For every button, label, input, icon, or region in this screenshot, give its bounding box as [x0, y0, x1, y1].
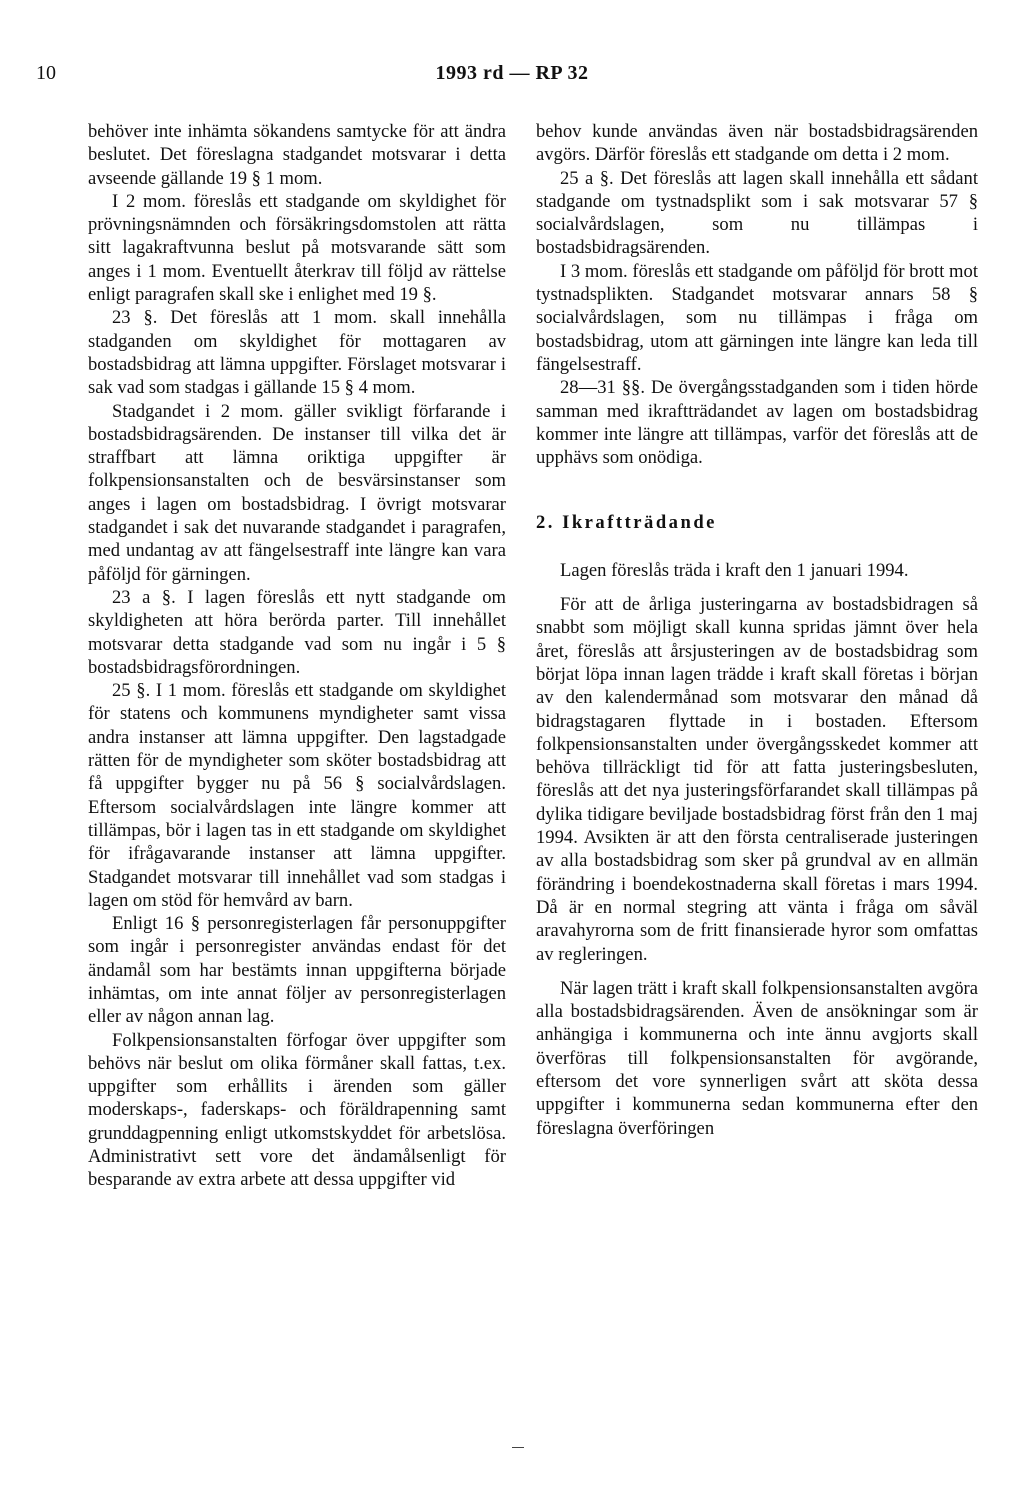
- right-paragraph-6: För att de årliga justeringarna av bostadsbidragen så snabbt som möjligt skall kunna spridas jämnt över hela året, föreslås att årsjusteringen av de bostadsbidrag som börjat löpa innan lagen trädde i kraft skall företas i början av den kalendermånad som motsvarar den månad då bidragstagaren flyttade in i bostaden. Eftersom folkpensionsanstalten under övergångsskedet kommer att behöva tillräckligt tid för att fatta justeringsbesluten, föreslås att det nya justeringsförfarandet skall tillämpas på dylika tidigare beviljade bostadsbidrag först från den 1 maj 1994. Avsikten är att den första centraliserade justeringen av alla bostadsbidrag som sker på grundval av en allmän förändring i boendekostnaderna skall företas i mars 1994. Då är en normal stegring att vänta i fråga om såväl aravahyrorna som de fritt finansierade hyror som omfattas av regleringen.: [536, 594, 978, 965]
- right-paragraph-1: behov kunde användas även när bostadsbidragsärenden avgörs. Därför föreslås ett stadgande om detta i 2 mom.: [536, 121, 978, 166]
- left-paragraph-5: 23 a §. I lagen föreslås ett nytt stadgande om skyldigheten att höra berörda parter. Till innehållet motsvarar detta stadgande vad som nu ingår i 5 § bostadsbidragsförordningen.: [88, 586, 506, 678]
- left-paragraph-2: I 2 mom. föreslås ett stadgande om skyldighet för prövningsnämnden och försäkringsdomstolen att rätta sitt lagakraftvunna beslut på motsvarande sätt som anges i 1 mom. Eventuellt återkrav till följd av rättelse enligt paragrafen skall ske i enlighet med 19 §.: [88, 190, 506, 306]
- left-paragraph-4: Stadgandet i 2 mom. gäller svikligt förfarande i bostadsbidragsärenden. De instanser till vilka det är straffbart att lämna oriktiga uppgifter är folkpensionsanstalten och de besvärsinstanser som anges i lagen om bostadsbidrag. I övrigt motsvarar stadgandet i sak det nuvarande stadgandet i paragrafen, med undantag av att fängelsestraff inte längre kan vara påföljd för gärningen.: [88, 400, 506, 585]
- left-column: [88, 120, 506, 1192]
- left-paragraph-8: Folkpensionsanstalten förfogar över uppgifter som behövs när beslut om olika förmåner skall fattas, t.ex. uppgifter som erhållits i ärenden som gäller moderskaps-, faderskaps- och föräldrapenning samt grunddagpenning enligt utkomstskyddet för arbetslösa. Administrativt sett vore det ändamålsenligt för besparande av extra arbete att dessa uppgifter vid: [88, 1029, 506, 1191]
- right-paragraph-3: I 3 mom. föreslås ett stadgande om påföljd för brott mot tystnadsplikten. Stadgandet motsvarar annars 58 § socialvårdslagen, som nu tillämpas i fråga om bostadsbidrag, utom att gärningen inte längre kan leda till fängelsestraff.: [536, 260, 978, 375]
- section-heading: 2. Ikraftträdande: [536, 512, 717, 534]
- page-header: [0, 62, 1024, 90]
- page-mark: [512, 1447, 524, 1448]
- left-paragraph-3: 23 §. Det föreslås att 1 mom. skall innehålla stadganden om skyldighet för mottagaren av bostadsbidrag att lämna uppgifter. Förslaget motsvarar i sak vad som stadgas i gällande 15 § 4 mom.: [88, 307, 506, 399]
- left-paragraph-7: Enligt 16 § personregisterlagen får personuppgifter som ingår i personregister användas endast för det ändamål som har bestämts innan uppgifterna började inhämtas, om inte annat följer av personregisterlagen eller av någon annan lag.: [88, 913, 506, 1028]
- right-paragraph-2: 25 a §. Det föreslås att lagen skall innehålla ett sådant stadgande om tystnadsplikt som i sak motsvarar 57 § socialvårdslagen, som nu tillämpas i bostadsbidragsärenden.: [536, 167, 978, 259]
- left-paragraph-1: behöver inte inhämta sökandens samtycke för att ändra beslutet. Det föreslagna stadgandet motsvarar i detta avseende gällande 19 § 1 mom.: [88, 121, 506, 189]
- page-number: 10: [36, 62, 56, 84]
- left-paragraph-6: 25 §. I 1 mom. föreslås ett stadgande om skyldighet för statens och kommunens myndigheter samt vissa andra instanser att lämna uppgifter. Den lagstadgade rätten för de myndigheter som sköter bostadsbidrag att få uppgifter bygger nu på 56 § socialvårdslagen. Eftersom socialvårdslagen inte längre kommer att tillämpas, bör i lagen tas in ett stadgande om skyldighet för ifrågavarande instanser att lämna uppgifter. Stadgandet motsvarar till innehållet vad som stadgas i lagen om stöd för hemvård av barn.: [88, 680, 506, 911]
- right-paragraph-7: När lagen trätt i kraft skall folkpensionsanstalten avgöra alla bostadsbidragsärenden. Även de ansökningar som är anhängiga i kommunerna och inte ännu avgjorts skall överföras till folkpensionsanstalten för avgörande, eftersom det vore synnerligen svårt att sköta dessa uppgifter i kommunerna sedan kommunerna efter den föreslagna överföringen: [536, 977, 978, 1139]
- right-paragraph-5: Lagen föreslås träda i kraft den 1 januari 1994.: [560, 559, 909, 581]
- right-paragraph-4: 28—31 §§. De övergångsstadganden som i tiden hörde samman med ikraftträdandet av lagen om bostadsbidrag kommer inte längre att tillämpas, varför det föreslås att de upphävs som onödiga.: [536, 377, 978, 469]
- running-title: 1993 rd — RP 32: [435, 62, 589, 84]
- right-column: [536, 120, 978, 1140]
